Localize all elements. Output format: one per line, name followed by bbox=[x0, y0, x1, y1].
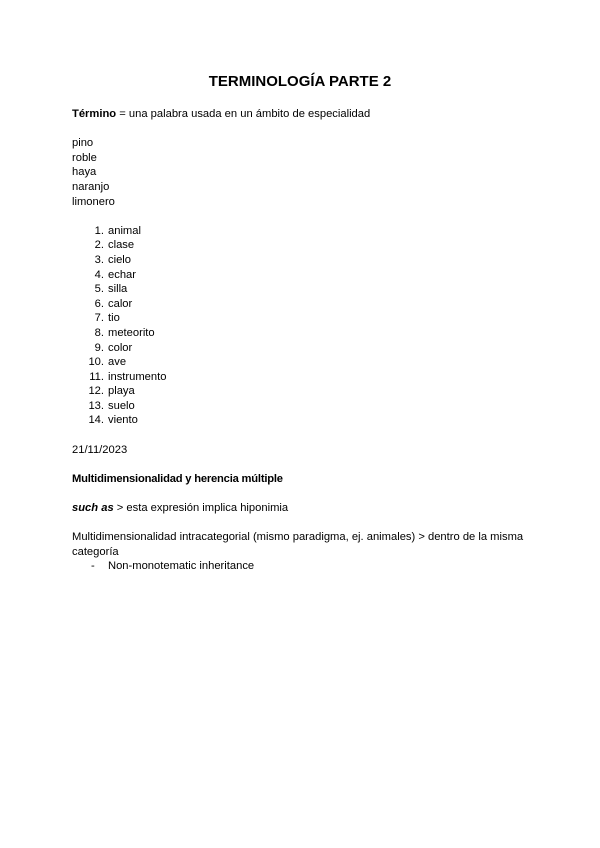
list-item bbox=[72, 311, 532, 326]
list-text: ave bbox=[108, 356, 127, 369]
list-item: naranjo bbox=[72, 180, 110, 193]
such-as-phrase: such as bbox=[72, 502, 114, 515]
list-item: pino bbox=[72, 137, 94, 150]
list-text: clase bbox=[108, 239, 135, 252]
list-item bbox=[72, 253, 532, 268]
list-number: 6. bbox=[94, 297, 104, 310]
list-text: echar bbox=[108, 268, 136, 281]
list-number: 14. bbox=[88, 414, 104, 427]
list-text: tio bbox=[108, 312, 120, 325]
list-number: 11. bbox=[89, 370, 104, 383]
list-text: viento bbox=[108, 414, 138, 427]
list-item bbox=[72, 268, 532, 283]
list-item bbox=[72, 282, 532, 297]
document-body bbox=[72, 107, 532, 574]
list-text: meteorito bbox=[108, 326, 155, 339]
list-item: limonero bbox=[72, 195, 115, 208]
term-word: Término bbox=[72, 108, 117, 120]
list-number: 5. bbox=[94, 283, 104, 296]
intracategorial-paragraph: Multidimensionalidad intracategorial (mismo paradigma, ej. animales) > dentro de la misma categoría bbox=[72, 531, 524, 558]
list-text: color bbox=[108, 341, 133, 354]
list-item bbox=[72, 370, 532, 385]
list-number: 2. bbox=[94, 239, 104, 252]
list-item bbox=[72, 297, 532, 312]
list-text: cielo bbox=[108, 253, 132, 266]
document-title: TERMINOLOGÍA PARTE 2 bbox=[208, 73, 392, 90]
list-item bbox=[72, 238, 532, 253]
list-dash: - bbox=[91, 560, 95, 573]
list-item bbox=[72, 413, 532, 428]
list-item bbox=[72, 399, 532, 414]
list-number: 1. bbox=[94, 224, 104, 237]
list-item: haya bbox=[72, 166, 97, 179]
list-text: animal bbox=[108, 224, 141, 237]
list-number: 8. bbox=[94, 326, 104, 339]
list-item bbox=[72, 224, 532, 239]
list-item bbox=[72, 341, 532, 356]
list-number: 13. bbox=[88, 399, 104, 412]
list-number: 9. bbox=[94, 341, 104, 354]
list-text: calor bbox=[108, 297, 133, 310]
list-item bbox=[72, 326, 532, 341]
term-definition-text: = una palabra usada en un ámbito de especialidad bbox=[116, 108, 371, 120]
tree-word-list bbox=[72, 136, 532, 209]
list-item bbox=[72, 355, 532, 370]
list-number: 7. bbox=[94, 312, 104, 325]
list-number: 10. bbox=[88, 356, 104, 369]
list-item: roble bbox=[72, 151, 97, 164]
such-as-line bbox=[72, 501, 532, 516]
list-text: silla bbox=[108, 283, 128, 296]
dash-list bbox=[72, 559, 532, 574]
list-item bbox=[72, 559, 532, 574]
list-number: 3. bbox=[94, 253, 104, 266]
list-number: 12. bbox=[88, 385, 104, 398]
section-heading: Multidimensionalidad y herencia múltiple bbox=[72, 472, 283, 485]
such-as-text: > esta expresión implica hiponimia bbox=[113, 502, 289, 515]
list-number: 4. bbox=[94, 268, 104, 281]
list-text: Non-monotematic inheritance bbox=[108, 560, 255, 573]
numbered-word-list bbox=[72, 224, 532, 428]
list-item bbox=[72, 384, 532, 399]
term-definition bbox=[72, 107, 532, 122]
list-text: playa bbox=[108, 385, 135, 398]
date-line: 21/11/2023 bbox=[72, 443, 128, 456]
list-text: instrumento bbox=[108, 370, 167, 383]
list-text: suelo bbox=[108, 399, 135, 412]
